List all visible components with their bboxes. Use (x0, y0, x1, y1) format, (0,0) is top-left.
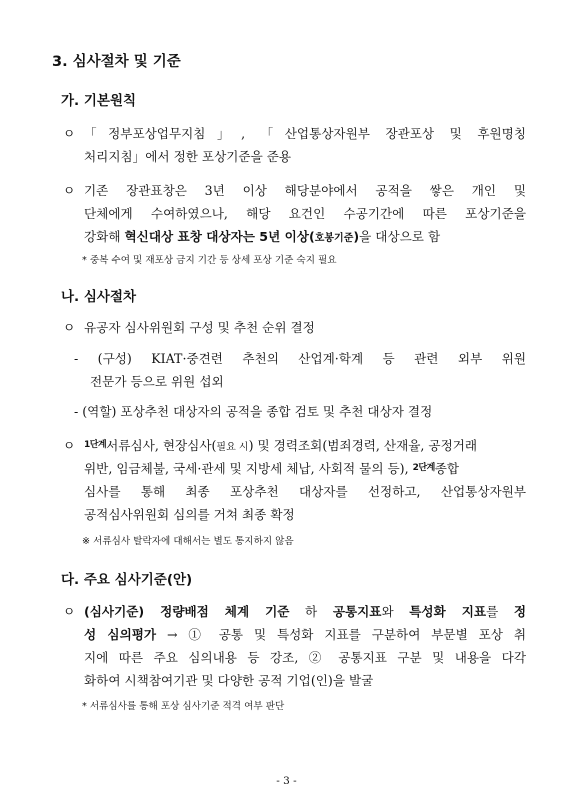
criteria-emphasis-5: 성 심의평가 (84, 627, 157, 642)
step1-badge: 1단계 (84, 440, 107, 450)
procedure-dash1-line1: - (구성) KIAT·중견련 추천의 산업계·학계 등 관련 외부 위원 (74, 351, 526, 366)
step2-badge: 2단계 (412, 463, 435, 473)
procedure-dash2: - (역할) 포상추천 대상자의 공적을 종합 검토 및 추천 대상자 결정 (74, 404, 433, 419)
principles-bullet2-line3 (84, 231, 440, 244)
bullet-glyph: ㅇ (63, 438, 76, 453)
criteria-text-4: → ① 공통 및 특성화 지표를 구분하여 부문별 포상 취 (156, 627, 526, 642)
criteria-text-3: 를 (486, 604, 514, 619)
procedure-bullet2-line2-text: 위반, 임금체불, 국세·관세 및 지방세 체납, 사회적 물의 등), (84, 461, 413, 476)
principles-bullet2-line2: 단체에게 수여하였으나, 해당 요건인 수공기간에 따른 포상기준을 (84, 206, 526, 221)
procedure-bullet2-line1-small: 필요 시 (216, 442, 249, 453)
principles-bullet2-emphasis: 혁신대상 표창 대상자는 5년 이상( (124, 229, 315, 244)
procedure-bullet2-line2-tail: 종합 (434, 461, 460, 476)
principles-note: * 중복 수여 및 재포상 금지 기간 등 상세 포상 기준 숙지 필요 (82, 255, 337, 266)
procedure-bullet2-line3: 심사를 통해 최종 포상추천 대상자를 선정하고, 산업통상자원부 (84, 484, 526, 499)
subsection-title-principles: 가. 기본원칙 (61, 93, 137, 109)
page-number: - 3 - (276, 775, 297, 787)
criteria-emphasis-2: 공통지표 (332, 604, 382, 619)
procedure-bullet2-line4: 공적심사위원회 심의를 거쳐 최종 확정 (84, 507, 295, 522)
principles-bullet1-line1: 「정부포상업무지침」, 「산업통상자원부 장관포상 및 후원명칭 (84, 126, 526, 141)
principles-bullet2-line3-text: 강화해 (84, 229, 125, 244)
procedure-bullet2-line1-text: 서류심사, 현장심사( (106, 438, 217, 453)
criteria-text-2: 와 (381, 604, 410, 619)
section-title: 3. 심사절차 및 기준 (52, 54, 181, 70)
bullet-glyph: ㅇ (63, 183, 76, 198)
criteria-emphasis-4: 정 (513, 604, 526, 619)
criteria-note: * 서류심사를 통해 포상 심사기준 적격 여부 판단 (82, 701, 285, 712)
subsection-title-procedure: 나. 심사절차 (61, 289, 137, 305)
criteria-line4: 화하여 시책참여기관 및 다양한 공적 기업(인)을 발굴 (84, 673, 374, 688)
bullet-glyph: ㅇ (63, 604, 76, 619)
criteria-text-1: 하 (289, 604, 333, 619)
principles-bullet2-line1: 기존 장관표창은 3년 이상 해당분야에서 공적을 쌓은 개인 및 (84, 183, 526, 198)
procedure-bullet2-line1-tail: ) 및 경력조회(범죄경력, 산재율, 공정거래 (248, 438, 478, 453)
subsection-title-criteria: 다. 주요 심사기준(안) (61, 572, 193, 588)
procedure-bullet2-line2 (84, 463, 459, 476)
bullet-glyph: ㅇ (63, 320, 76, 335)
criteria-emphasis-1: (심사기준) 정량배점 체계 기준 (84, 604, 290, 619)
criteria-line2 (84, 629, 526, 642)
procedure-bullet1: 유공자 심사위원회 구성 및 추천 순위 결정 (84, 320, 315, 335)
procedure-dash1-line2: 전문가 등으로 위원 섭외 (90, 374, 224, 389)
procedure-note: ※ 서류심사 탈락자에 대해서는 별도 통지하지 않음 (82, 536, 294, 547)
criteria-line1 (84, 606, 526, 619)
principles-bullet2-line3-tail: 을 대상으로 함 (359, 229, 441, 244)
criteria-emphasis-3: 특성화 지표 (409, 604, 487, 619)
bullet-glyph: ㅇ (63, 126, 76, 141)
principles-bullet2-emphasis-small: 호봉기준 (314, 233, 354, 244)
procedure-bullet2-line1 (84, 440, 477, 453)
principles-bullet1-line2: 처리지침」에서 정한 포상기준을 준용 (84, 149, 292, 164)
criteria-line3: 지에 따른 주요 심의내용 등 강조, ② 공통지표 구분 및 내용을 다각 (84, 650, 526, 665)
principles-bullet2-emphasis-close: ) (353, 229, 360, 244)
